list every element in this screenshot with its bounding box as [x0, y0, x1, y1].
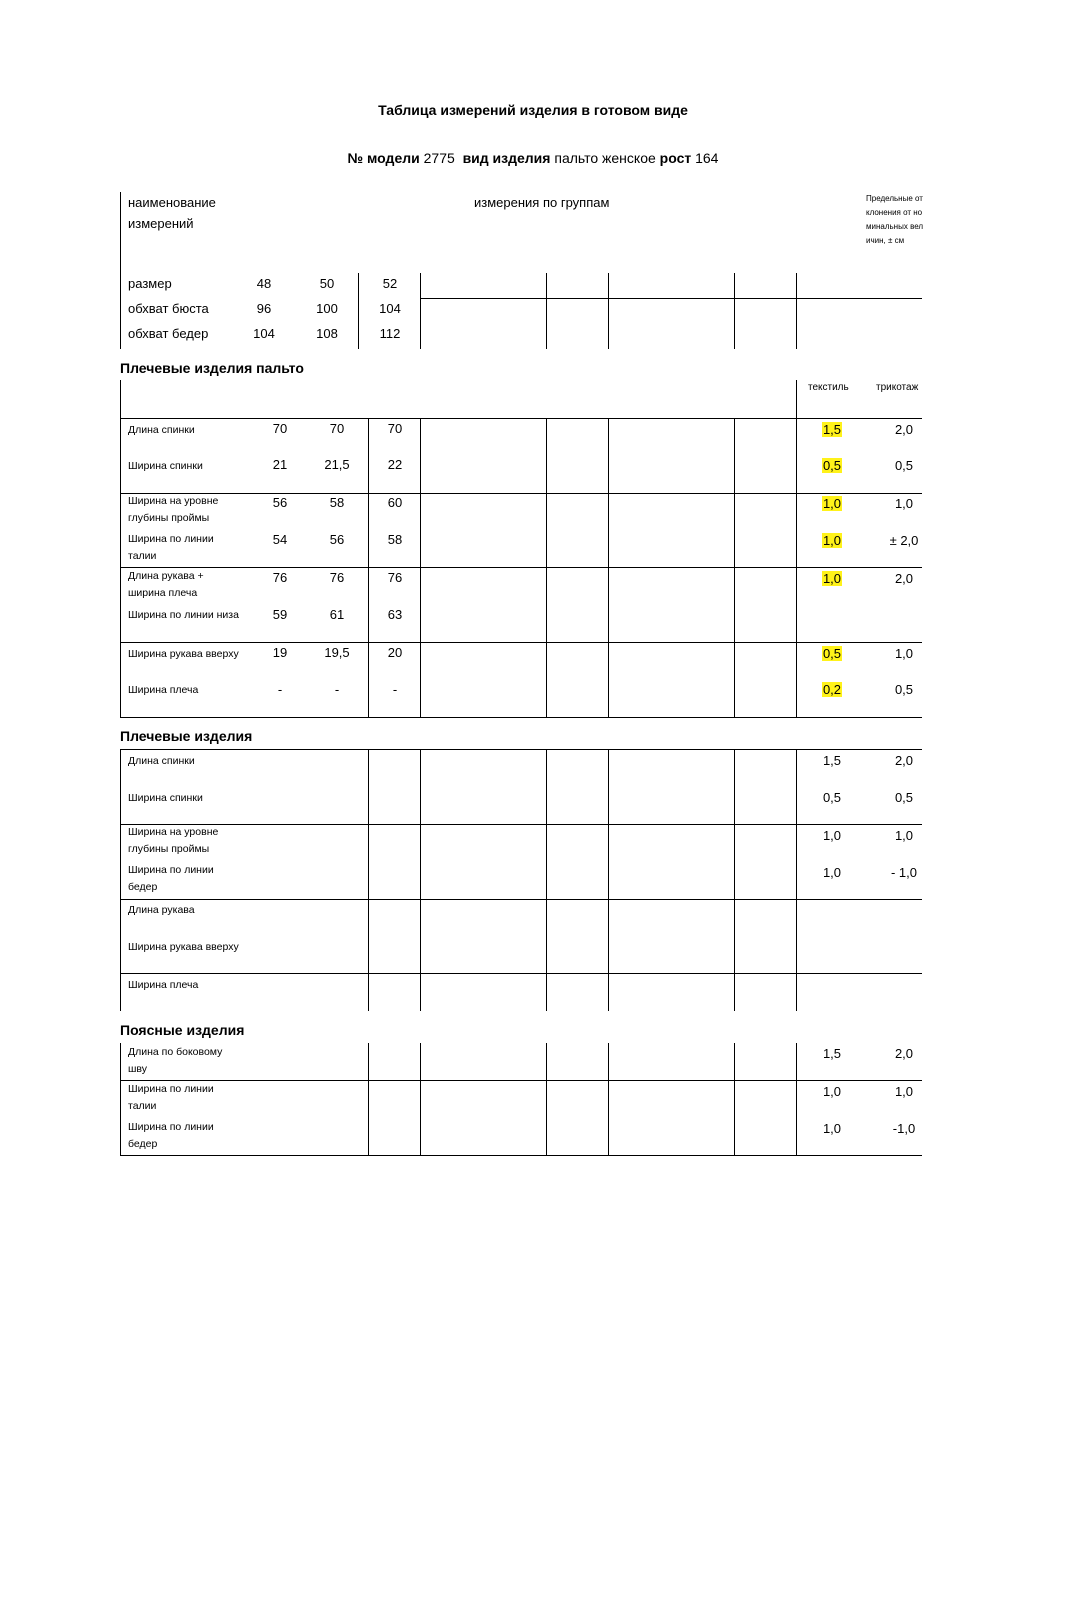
grid-line [608, 273, 609, 349]
textile-column-header: текстиль [808, 382, 849, 393]
measurement-value: 58 [387, 532, 403, 547]
grid-line [120, 749, 121, 1011]
grid-line [120, 380, 121, 718]
type-value: пальто женское [554, 150, 656, 166]
measurement-label: Ширина рукава вверху [128, 648, 239, 660]
knit-tolerance: 1,0 [894, 496, 914, 511]
groups-column-header: измерения по группам [474, 195, 610, 210]
measurement-value: 58 [329, 495, 345, 510]
knit-column-header: трикотаж [876, 382, 919, 393]
measurement-value: 76 [387, 570, 403, 585]
measurement-value: 76 [272, 570, 288, 585]
grid-line [796, 273, 797, 349]
grid-line [546, 418, 547, 718]
measurement-value: 21,5 [324, 457, 350, 472]
grid-line [420, 749, 421, 1011]
grid-line [120, 493, 922, 494]
grid-line [120, 824, 922, 825]
knit-tolerance: - 1,0 [890, 865, 917, 880]
measurement-value: 54 [272, 532, 288, 547]
grid-line [368, 1043, 369, 1156]
knit-tolerance: 1,0 [894, 646, 914, 661]
grid-line [608, 749, 609, 1011]
section-title-coats: Плечевые изделия пальто [120, 360, 304, 376]
textile-tolerance: 1,5 [822, 753, 842, 768]
knit-tolerance: 0,5 [894, 682, 914, 697]
knit-tolerance: 0,5 [894, 790, 914, 805]
textile-tolerance: 1,0 [822, 571, 842, 586]
measurement-label: Ширина на уровне глубины проймы [128, 495, 219, 524]
grid-line [546, 273, 547, 349]
size-value: 108 [316, 326, 338, 341]
grid-line [120, 1155, 922, 1156]
grid-line [120, 717, 922, 718]
grid-line [420, 298, 922, 299]
model-value: 2775 [423, 150, 455, 166]
measurement-label: Длина рукава + ширина плеча [128, 570, 204, 599]
size-value: 96 [256, 301, 272, 316]
measurement-value: 61 [329, 607, 345, 622]
grid-line [120, 642, 922, 643]
size-value: 52 [382, 276, 398, 291]
measurement-value: 21 [272, 457, 288, 472]
type-label: вид изделия [462, 150, 551, 166]
textile-tolerance: 0,5 [822, 790, 842, 805]
textile-tolerance: 1,0 [822, 496, 842, 511]
measurement-value: 22 [387, 457, 403, 472]
grid-line [120, 899, 922, 900]
grid-line [796, 380, 797, 718]
measurement-value: 56 [329, 532, 345, 547]
height-value: 164 [695, 150, 719, 166]
measurement-label: Длина спинки [128, 424, 195, 436]
document-subtitle [0, 150, 1066, 166]
grid-line [420, 1043, 421, 1156]
grid-line [546, 749, 547, 1011]
measurement-label: Ширина плеча [128, 979, 199, 991]
grid-line [796, 749, 797, 1011]
grid-line [546, 1043, 547, 1156]
measurement-label: Ширина спинки [128, 460, 203, 472]
knit-tolerance: 1,0 [894, 1084, 914, 1099]
document-title: Таблица измерений изделия в готовом виде [378, 102, 688, 118]
measurement-label: Ширина спинки [128, 792, 203, 804]
measurement-value: - [334, 682, 340, 697]
size-row-label: размер [128, 276, 172, 291]
measurement-label: Ширина по линии талии [128, 1083, 214, 1112]
grid-line [420, 273, 421, 349]
knit-tolerance: -1,0 [892, 1121, 916, 1136]
size-value: 104 [379, 301, 401, 316]
grid-line [358, 273, 359, 349]
section-title-waist: Поясные изделия [120, 1022, 245, 1038]
measurement-label: Ширина по линии низа [128, 609, 239, 621]
measurement-label: Ширина плеча [128, 684, 199, 696]
grid-line [796, 1043, 797, 1156]
textile-tolerance: 0,5 [822, 458, 842, 473]
grid-line [120, 1043, 121, 1156]
grid-line [120, 192, 121, 349]
textile-tolerance: 0,2 [822, 682, 842, 697]
measurement-value: - [392, 682, 398, 697]
height-label: рост [659, 150, 692, 166]
grid-line [734, 273, 735, 349]
measurement-value: 60 [387, 495, 403, 510]
size-value: 104 [253, 326, 275, 341]
measurement-label: Длина рукава [128, 904, 195, 916]
measurement-value: 70 [329, 421, 345, 436]
measurement-label: Длина по боковому шву [128, 1046, 223, 1075]
measurement-value: 59 [272, 607, 288, 622]
grid-line [734, 749, 735, 1011]
textile-tolerance: 1,0 [822, 533, 842, 548]
name-column-header: наименование измерений [128, 195, 216, 231]
measurement-value: 70 [272, 421, 288, 436]
knit-tolerance: 2,0 [894, 753, 914, 768]
measurement-value: 56 [272, 495, 288, 510]
grid-line [120, 1080, 922, 1081]
grid-line [734, 1043, 735, 1156]
tolerance-column-header: Предельные отклонения от номинальных величин, ± см [866, 194, 924, 245]
textile-tolerance: 1,5 [822, 422, 842, 437]
size-value: 50 [319, 276, 335, 291]
grid-line [608, 418, 609, 718]
size-value: 48 [256, 276, 272, 291]
grid-line [368, 749, 369, 1011]
grid-line [120, 973, 922, 974]
measurement-value: 20 [387, 645, 403, 660]
measurement-label: Ширина по линии бедер [128, 864, 214, 893]
size-value: 100 [316, 301, 338, 316]
measurement-value: 63 [387, 607, 403, 622]
knit-tolerance: ± 2,0 [889, 533, 919, 548]
measurement-value: - [277, 682, 283, 697]
textile-tolerance: 1,0 [822, 865, 842, 880]
size-row-label: обхват бюста [128, 301, 209, 316]
measurement-label: Ширина рукава вверху [128, 941, 239, 953]
measurement-label: Длина спинки [128, 755, 195, 767]
knit-tolerance: 0,5 [894, 458, 914, 473]
textile-tolerance: 1,5 [822, 1046, 842, 1061]
measurement-label: Ширина по линии талии [128, 533, 214, 562]
textile-tolerance: 1,0 [822, 1121, 842, 1136]
measurement-value: 76 [329, 570, 345, 585]
measurement-value: 19 [272, 645, 288, 660]
textile-tolerance: 1,0 [822, 1084, 842, 1099]
knit-tolerance: 2,0 [894, 571, 914, 586]
measurement-value: 70 [387, 421, 403, 436]
model-label: № модели [347, 150, 420, 166]
section-title-shoulder: Плечевые изделия [120, 728, 253, 744]
measurement-value: 19,5 [324, 645, 350, 660]
grid-line [120, 749, 922, 750]
measurement-label: Ширина по линии бедер [128, 1121, 214, 1150]
grid-line [734, 418, 735, 718]
knit-tolerance: 2,0 [894, 422, 914, 437]
size-value: 112 [379, 326, 401, 341]
size-row-label: обхват бедер [128, 326, 209, 341]
grid-line [120, 567, 922, 568]
grid-line [608, 1043, 609, 1156]
textile-tolerance: 1,0 [822, 828, 842, 843]
knit-tolerance: 1,0 [894, 828, 914, 843]
textile-tolerance: 0,5 [822, 646, 842, 661]
measurement-label: Ширина на уровне глубины проймы [128, 826, 219, 855]
grid-line [120, 418, 922, 419]
knit-tolerance: 2,0 [894, 1046, 914, 1061]
